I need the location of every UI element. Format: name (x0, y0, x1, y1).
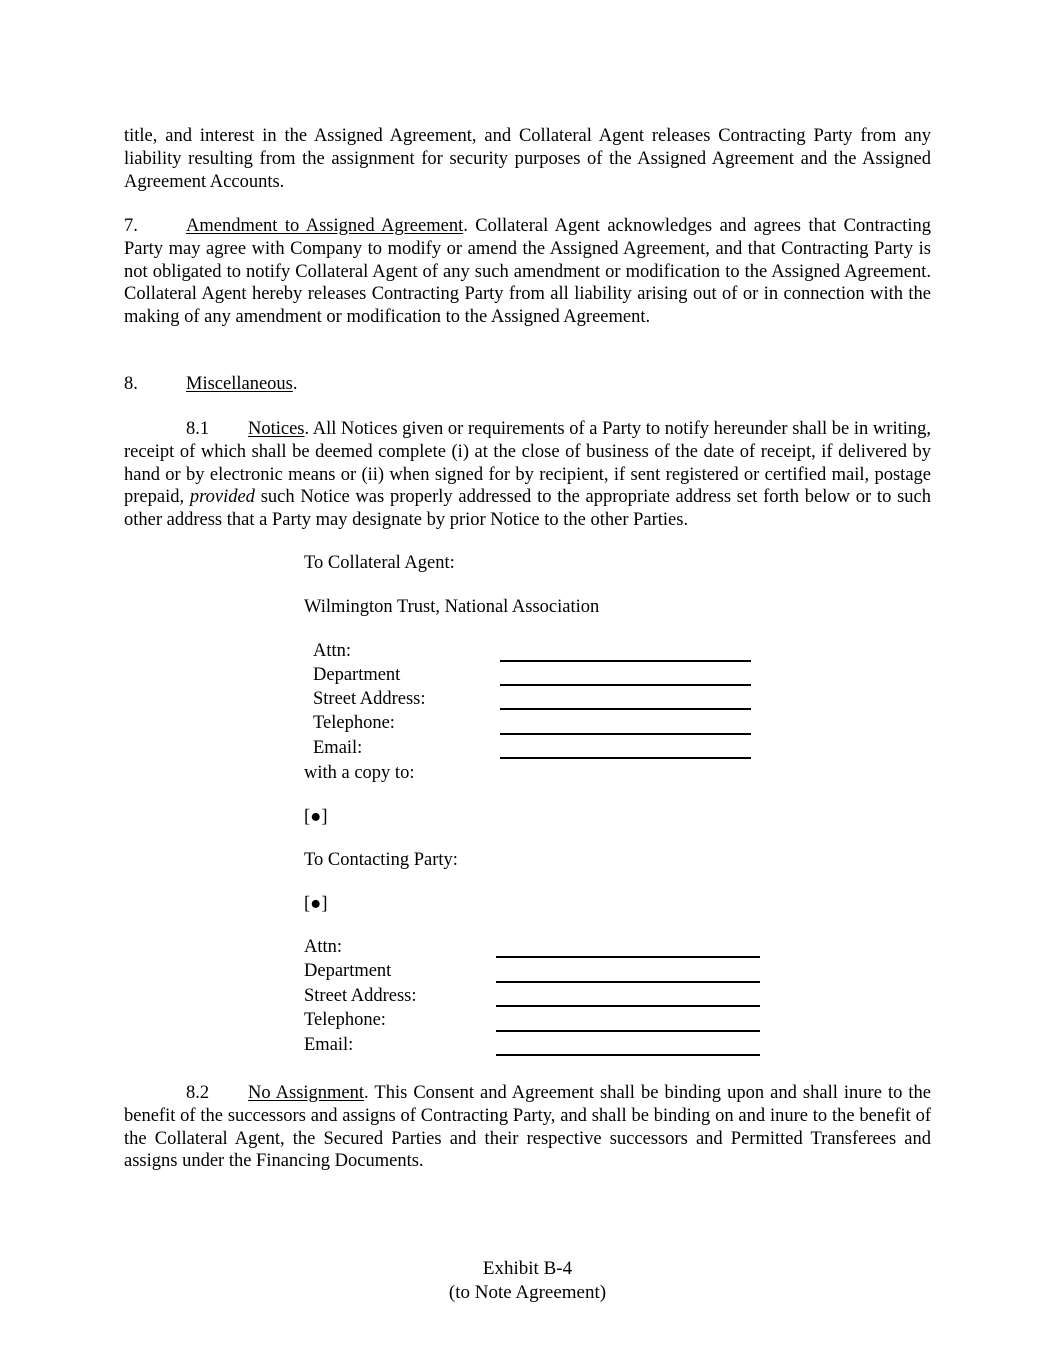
party-department-blank-line (496, 981, 760, 983)
footer-note: (to Note Agreement) (448, 1282, 607, 1303)
party-telephone-blank-line (496, 1030, 760, 1032)
agent-email-blank-line (500, 757, 751, 759)
party-field-telephone: Telephone: (304, 1010, 386, 1030)
section-8-heading: Miscellaneous (186, 374, 293, 394)
party-email-blank-line (496, 1054, 760, 1056)
agent-telephone-blank-line (500, 733, 751, 735)
party-field-attn: Attn: (304, 937, 343, 957)
agent-field-email: Email: (313, 738, 363, 758)
section-8-2-heading: No Assignment (248, 1083, 365, 1103)
section-8-1-italic: provided (189, 487, 255, 508)
section-8-1-heading: Notices (248, 419, 305, 439)
party-field-department: Department (304, 961, 392, 981)
copy-to-label: with a copy to: (304, 763, 415, 783)
to-collateral-agent-label: To Collateral Agent: (304, 553, 455, 573)
section-8-1-paragraph (124, 418, 931, 532)
agent-field-department: Department (313, 665, 401, 685)
party-attn-blank-line (496, 956, 760, 958)
section-8-heading-line (124, 373, 931, 396)
party-street-blank-line (496, 1005, 760, 1007)
section-8-1-number: 8.1 (186, 419, 210, 439)
section-8-1-text-b: such Notice was properly addressed to the appropriate address set forth below or to such other address that a Party may designate by prior Notice to the other Parties. (124, 487, 931, 531)
footer-exhibit: Exhibit B-4 (482, 1258, 573, 1279)
collateral-agent-name: Wilmington Trust, National Association (304, 597, 600, 617)
agent-field-street: Street Address: (313, 689, 426, 709)
section-8-2-number: 8.2 (186, 1083, 210, 1103)
agent-department-blank-line (500, 684, 751, 686)
to-contracting-party-label: To Contacting Party: (304, 850, 458, 870)
section-7-number: 7. (124, 216, 138, 236)
placeholder-bullet-2: [●] (304, 894, 328, 914)
agent-field-telephone: Telephone: (313, 713, 395, 733)
placeholder-bullet-1: [●] (304, 807, 328, 827)
section-7-text: . Collateral Agent acknowledges and agrees that Contracting Party may agree with Company to modify or amend the Assigned Agreement, and that Contracting Party is not obligated to notify Collateral Agent of any such amendment or modification to the Assigned Agreement. Collateral Agent hereby releases Contracting Party from all liability arising out of or in connection with the making of any amendment or modification to the Assigned Agreement. (124, 216, 931, 328)
section-8-period: . (292, 374, 298, 394)
party-field-email: Email: (304, 1035, 354, 1055)
section-8-1-text-a: . All Notices given or requirements of a Party to notify hereunder shall be in writing, receipt of which shall be deemed complete (i) at the close of business of the date of receipt, if delivered by hand or by electronic means or (ii) when signed for by recipient, if sent registered or certified mail, postage prepaid, (124, 419, 931, 508)
party-field-street: Street Address: (304, 986, 417, 1006)
agent-attn-blank-line (500, 660, 751, 662)
section-8-2-text: . This Consent and Agreement shall be binding upon and shall inure to the benefit of the successors and assigns of Contracting Party, and shall be binding on and inure to the benefit of the Collateral Agent, the Secured Parties and their respective successors and Permitted Transferees and assigns under the Financing Documents. (124, 1083, 932, 1172)
section-7-paragraph (124, 215, 931, 329)
agent-field-attn: Attn: (313, 641, 352, 661)
section-8-2-paragraph (124, 1082, 931, 1173)
agent-street-blank-line (500, 708, 751, 710)
continuation-paragraph: title, and interest in the Assigned Agreement, and Collateral Agent releases Contracting Party from any liability resulting from the assignment for security purposes of the Assigned Agreement and the Assigned Agreement Accounts. (124, 126, 931, 192)
section-8-number: 8. (124, 374, 138, 394)
section-7-heading: Amendment to Assigned Agreement (186, 216, 464, 236)
